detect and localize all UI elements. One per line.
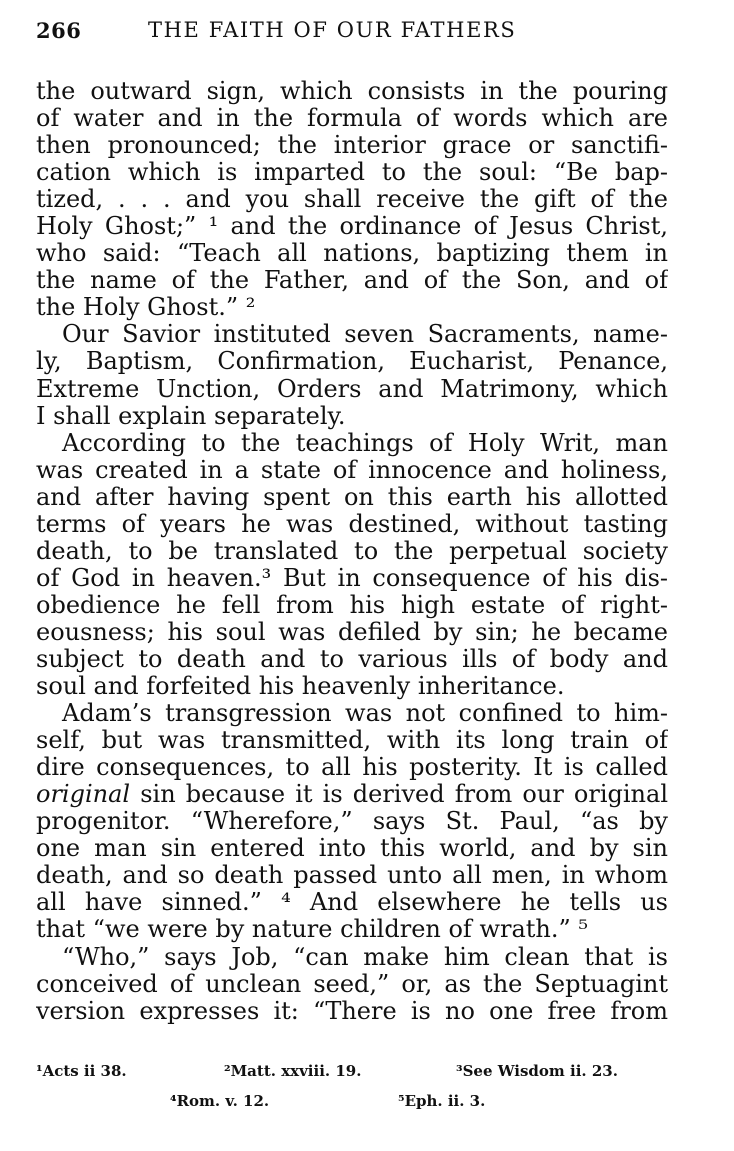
footnote: ⁴Rom. v. 12.: [170, 1092, 270, 1110]
text-line: who said: “Teach all nations, baptizing them in: [36, 240, 668, 268]
text-line: subject to death and to various ills of body and: [36, 645, 668, 673]
page-number: 266: [36, 18, 82, 43]
text-line: then pronounced; the interior grace or sanctifi-: [36, 132, 668, 160]
text-line: and after having spent on this earth his allotted: [36, 483, 668, 511]
book-title: THE FAITH OF OUR FATHERS: [148, 18, 517, 42]
text-line: eousness; his soul was defiled by sin; he became: [36, 618, 668, 646]
footnote: ⁵Eph. ii. 3.: [398, 1092, 486, 1110]
text-line: the name of the Father, and of the Son, and of: [36, 267, 668, 295]
text-line: cation which is imparted to the soul: “Be bap-: [36, 159, 668, 187]
footnote-row: [36, 1086, 676, 1116]
text-line: tized, . . . and you shall receive the gift of the: [36, 186, 668, 214]
footnote: ²Matt. xxviii. 19.: [224, 1062, 362, 1080]
text-line: the Holy Ghost.” ²: [36, 294, 256, 322]
text-line: self, but was transmitted, with its long train of: [36, 727, 668, 755]
text-line: the outward sign, which consists in the pouring: [36, 78, 668, 105]
text-line-with-italic: [36, 781, 668, 808]
text-line: obedience he fell from his high estate of right-: [36, 591, 668, 619]
text-line: Holy Ghost;” ¹ and the ordinance of Jesus Christ,: [36, 213, 668, 241]
text-line: soul and forfeited his heavenly inheritance.: [36, 673, 565, 701]
paragraph-start-line: Our Savior instituted seven Sacraments, name-: [62, 321, 668, 349]
paragraph-start-line: According to the teachings of Holy Writ, man: [62, 429, 668, 457]
text-line: progenitor. “Wherefore,” says St. Paul, “as by: [36, 808, 668, 836]
text-line: of water and in the formula of words which are: [36, 105, 668, 133]
italic-term: original: [36, 781, 131, 809]
text-line: conceived of unclean seed,” or, as the Septuagint: [36, 970, 668, 998]
text-line: death, and so death passed unto all men, in whom: [36, 862, 668, 890]
text-line: that “we were by nature children of wrath.” ⁵: [36, 916, 589, 944]
text-line: of God in heaven.³ But in consequence of his dis-: [36, 564, 668, 592]
body-text: [36, 78, 668, 1025]
footnote-row: [36, 1056, 676, 1086]
paragraph-start-line: Adam’s transgression was not confined to him-: [62, 700, 668, 728]
text-line: was created in a state of innocence and holiness,: [36, 456, 668, 484]
text-line: dire consequences, to all his posterity. It is called: [36, 754, 668, 782]
text-line-rest: sin because it is derived from our original: [130, 781, 668, 809]
text-line: ly, Baptism, Confirmation, Eucharist, Penance,: [36, 348, 668, 376]
footnotes: [36, 1056, 676, 1116]
text-line: all have sinned.” ⁴ And elsewhere he tells us: [36, 889, 668, 917]
text-line: version expresses it: “There is no one free from: [36, 997, 668, 1025]
text-line: Extreme Unction, Orders and Matrimony, which: [36, 375, 668, 403]
footnote: ³See Wisdom ii. 23.: [456, 1062, 618, 1080]
text-line: I shall explain separately.: [36, 402, 346, 430]
text-line: terms of years he was destined, without tasting: [36, 510, 668, 538]
paragraph-start-line: “Who,” says Job, “can make him clean that is: [62, 943, 668, 971]
text-line: death, to be translated to the perpetual society: [36, 537, 668, 565]
footnote: ¹Acts ii 38.: [36, 1062, 127, 1080]
text-line: one man sin entered into this world, and by sin: [36, 835, 668, 863]
running-head: [36, 18, 676, 48]
